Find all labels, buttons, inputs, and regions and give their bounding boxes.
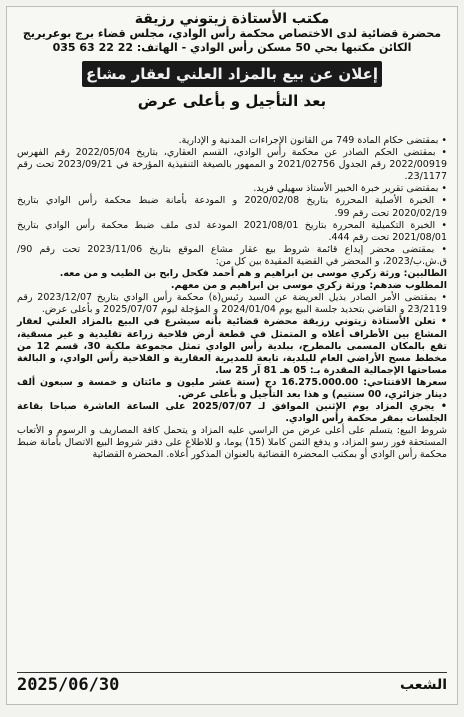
legal-notice (6, 6, 458, 705)
paragraph-property: • تعلن الأستاذة زيتوني رزيقة محضرة قضائية بأنه سيشرع في البيع بالمزاد العلني لعقار المشاع بين الأطراف أعلاه و المتمثل في قطعة أرض فلاحية زراعة تقليدية و غير مسقية، تقع بالمكان المسمى بالمطرح، ببلدية رأس الوادي تمثل مجموعة ملكية 30، قسم 12 من مخطط مسح الأراضي العام للبلدية، تابعة للمديرية العقارية و الفلاحية رأس الوادي، و البالغة مساحتها الإجمالية المقدرة بـ: 05 هـ 81 آر 25 سا. (17, 316, 447, 376)
paragraph-price: سعرها الافتتاحي: 16.275.000.00 دج (ستة عشر مليون و مائتان و خمسة و سبعون ألف دينار جزائري، 00 سنتيم) و هذا بعد التأجيل و بأعلى عرض. (17, 376, 447, 400)
paragraph: • الخبرة التكميلية المحررة بتاريخ 2021/08/01 المودعة لدى ملف ضبط محكمة رأس الوادي بتاريخ 2021/08/01 تحت رقم 444. (17, 220, 447, 244)
paragraph-conditions: شروط البيع: يتسلم على أعلى عرض من الراسي عليه المزاد و يتحمل كافة المصاريف و الرسوم و الأتعاب المستحقة فور رسو المزاد، و يدفع الثمن كاملا (15) يوما، و للاطلاع على دفتر شروط البيع الاتصال بأمانة ضبط محكمة رأس الوادي أو بمكتب المحضرة القضائية بالعنوان المذكور أعلاه. المحضرة القضائية (17, 425, 448, 461)
paragraph: • بمقتضى الحكم الصادر عن محكمة رأس الوادي، القسم العقاري، بتاريخ 2022/05/04 رقم الفهرس 2022/00919 رقم الجدول 2021/02756 و الممهور بالصيغة التنفيذية المؤرخة في 2023/09/21 تحت رقم 23/1177. (17, 147, 447, 183)
paragraph: • بمقتضى حكام المادة 749 من القانون الإجراءات المدنية و الإدارية. (17, 135, 447, 147)
paragraph: • بمقتضى محضر إيداع قائمة شروط بيع عقار مشاع الموقع بتاريخ 2023/11/06 تحت رقم 90/ق.ش.ب/2023، و المحضر في القضية المقيدة بين كل من: (17, 244, 447, 268)
announcement-title: إعلان عن بيع بالمزاد العلني لعقار مشاع (82, 61, 382, 87)
paragraph-parties: الطالبين: ورثة زكري موسى بن ابراهيم و هم أحمد فكحل رابح بن الطيب و من معه. (59, 268, 447, 280)
notice-header (7, 11, 457, 55)
paragraph: • بمقتضى تقرير خبرة الخبير الأستاذ سهيلي فريد. (17, 183, 447, 195)
paragraph: • بمقتضى الأمر الصادر بذيل العريضة عن السيد رئيس(ة) محكمة رأس الوادي بتاريخ 2023/12/07 رقم 23/2119 و القاضي بتحديد جلسة البيع يوم 2024/01/04 و المؤجلة ليوم 2025/07/07 و بأعلى عرض. (17, 292, 447, 316)
office-contact: الكائن مكتبها بحي 50 مسكن رأس الوادي - الهاتف: 22 22 63 035 (52, 41, 412, 54)
office-title: مكتب الأستاذة زيتوني رزيقة (134, 11, 330, 27)
footer-divider (17, 672, 447, 673)
announcement-subtitle: بعد التأجيل و بأعلى عرض (137, 92, 327, 110)
newspaper-name: الشعب (399, 677, 447, 693)
paragraph-auction-date: • يجري المزاد يوم الإثنين الموافق لـ 2025/07/07 على الساعة العاشرة صباحا بقاعة الجلسات بمقر محكمة رأس الوادي. (17, 401, 447, 425)
paragraph: • الخبرة الأصلية المحررة بتاريخ 2020/02/08 و المودعة بأمانة ضبط محكمة رأس الوادي بتاريخ 2020/02/19 تحت رقم 99. (17, 195, 447, 219)
publication-date: 2025/06/30 (17, 675, 120, 695)
paragraph-defendants: المطلوب ضدهم: ورثة زكري موسى بن ابراهيم و من معهم. (170, 280, 447, 292)
notice-body (17, 135, 447, 462)
office-subtitle: محضرة قضائية لدى الاختصاص محكمة رأس الوادي، مجلس قضاء برج بوعريريج (22, 27, 442, 40)
